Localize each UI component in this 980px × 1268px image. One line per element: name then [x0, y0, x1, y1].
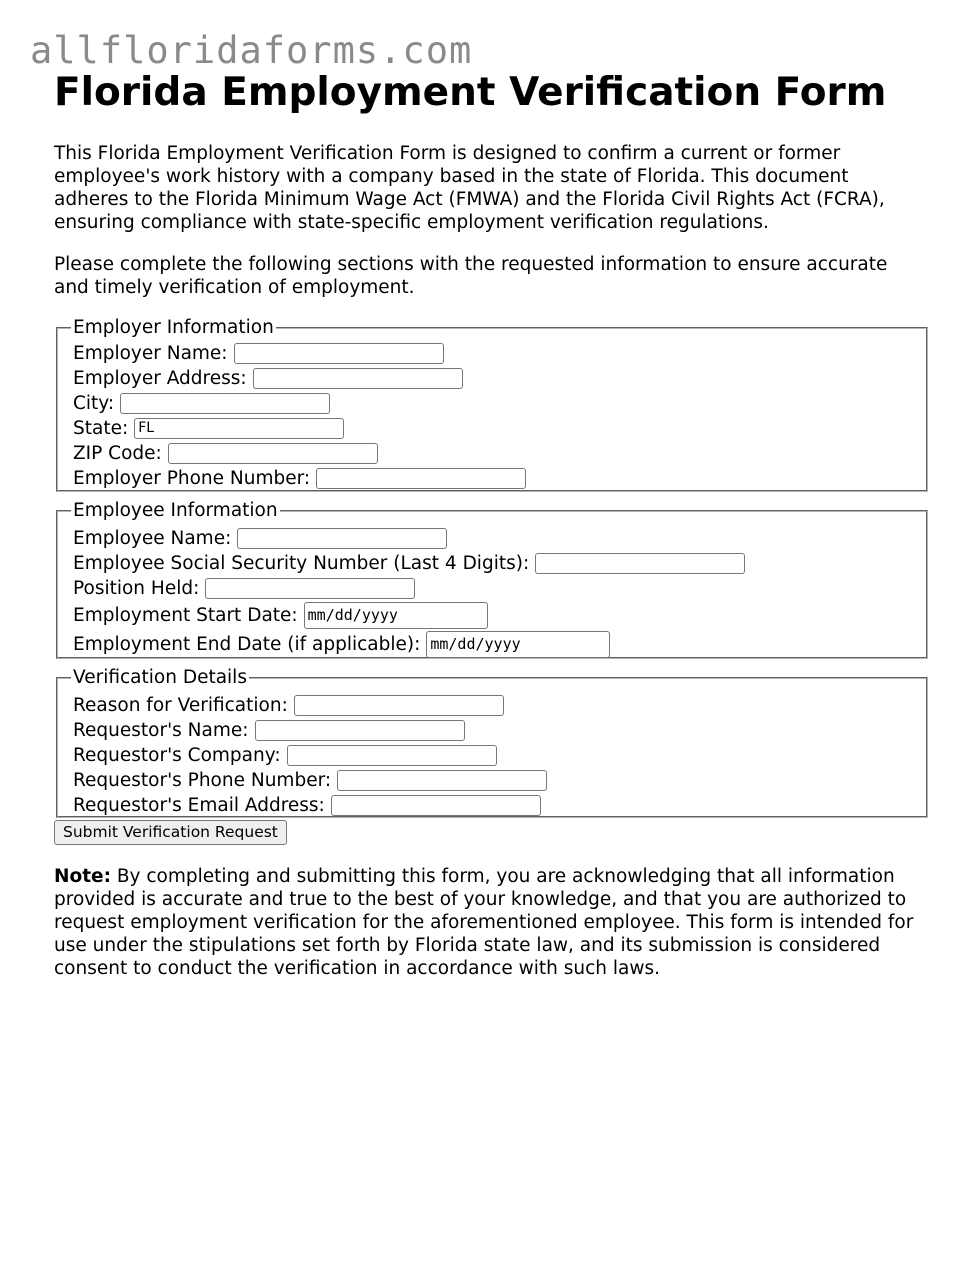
- end-date-input[interactable]: mm/dd/yyyy: [426, 631, 610, 658]
- intro-paragraph: This Florida Employment Verification Form is designed to confirm a current or former employee's work history with a company based in the state of Florida. This document adheres to the Florida Minimum Wage Act (FMWA) and the Florida Civil Rights Act (FCRA), ensuring compliance with state-specific employment verification regulations.: [54, 143, 885, 233]
- requestor-company-label: Requestor's Company:: [73, 745, 281, 766]
- end-date-row: [73, 630, 926, 659]
- employee-name-row: [73, 526, 926, 551]
- form-page: [54, 70, 926, 980]
- requestor-phone-input[interactable]: [337, 770, 547, 791]
- submit-verification-button[interactable]: Submit Verification Request: [54, 820, 287, 845]
- state-input[interactable]: FL: [134, 418, 344, 439]
- position-input[interactable]: [205, 578, 415, 599]
- employer-phone-input[interactable]: [316, 468, 526, 489]
- instructions-paragraph: Please complete the following sections with the requested information to ensure accurate and timely verification of employment.: [54, 254, 888, 298]
- employer-name-input[interactable]: [234, 343, 444, 364]
- employee-name-input[interactable]: [237, 528, 447, 549]
- start-date-row: [73, 601, 926, 630]
- employer-phone-label: Employer Phone Number:: [73, 468, 311, 489]
- note-paragraph: [54, 865, 926, 980]
- employer-phone-row: [73, 466, 926, 491]
- reason-label: Reason for Verification:: [73, 695, 288, 716]
- employer-address-input[interactable]: [253, 368, 463, 389]
- reason-row: [73, 693, 926, 718]
- employer-information-section: [56, 318, 928, 492]
- requestor-phone-label: Requestor's Phone Number:: [73, 770, 332, 791]
- employee-section-legend: Employee Information: [73, 500, 278, 521]
- start-date-input[interactable]: mm/dd/yyyy: [304, 602, 488, 629]
- state-row: [73, 416, 926, 441]
- page-title: Florida Employment Verification Form: [54, 70, 887, 115]
- employee-name-label: Employee Name:: [73, 528, 232, 549]
- ssn-label: Employee Social Security Number (Last 4 Digits):: [73, 553, 530, 574]
- requestor-company-input[interactable]: [287, 745, 497, 766]
- city-label: City:: [73, 393, 115, 414]
- requestor-name-label: Requestor's Name:: [73, 720, 249, 741]
- requestor-email-label: Requestor's Email Address:: [73, 795, 325, 816]
- position-row: [73, 576, 926, 601]
- zip-row: [73, 441, 926, 466]
- requestor-email-row: [73, 793, 926, 818]
- employee-information-section: [56, 501, 928, 659]
- employer-address-label: Employer Address:: [73, 368, 247, 389]
- employer-address-row: [73, 366, 926, 391]
- zip-label: ZIP Code:: [73, 443, 162, 464]
- city-input[interactable]: [120, 393, 330, 414]
- verification-section-legend: Verification Details: [73, 667, 247, 688]
- employer-name-row: [73, 341, 926, 366]
- requestor-phone-row: [73, 768, 926, 793]
- note-text: By completing and submitting this form, you are acknowledging that all information provided is accurate and true to the best of your knowledge, and that you are authorized to request employment verification for the aforementioned employee. This form is intended for use under the stipulations set forth by Florida state law, and its submission is considered consent to conduct the verification in accordance with such laws.: [54, 866, 914, 979]
- employer-name-label: Employer Name:: [73, 343, 228, 364]
- note-label: Note:: [54, 866, 111, 887]
- ssn-row: [73, 551, 926, 576]
- site-watermark: allfloridaforms.com: [30, 29, 473, 72]
- start-date-label: Employment Start Date:: [73, 605, 298, 626]
- employer-section-legend: Employer Information: [73, 317, 274, 338]
- requestor-name-row: [73, 718, 926, 743]
- state-label: State:: [73, 418, 129, 439]
- zip-input[interactable]: [168, 443, 378, 464]
- reason-input[interactable]: [294, 695, 504, 716]
- verification-details-section: [56, 668, 928, 818]
- city-row: [73, 391, 926, 416]
- end-date-label: Employment End Date (if applicable):: [73, 634, 421, 655]
- requestor-email-input[interactable]: [331, 795, 541, 816]
- position-label: Position Held:: [73, 578, 200, 599]
- ssn-input[interactable]: [535, 553, 745, 574]
- requestor-name-input[interactable]: [255, 720, 465, 741]
- requestor-company-row: [73, 743, 926, 768]
